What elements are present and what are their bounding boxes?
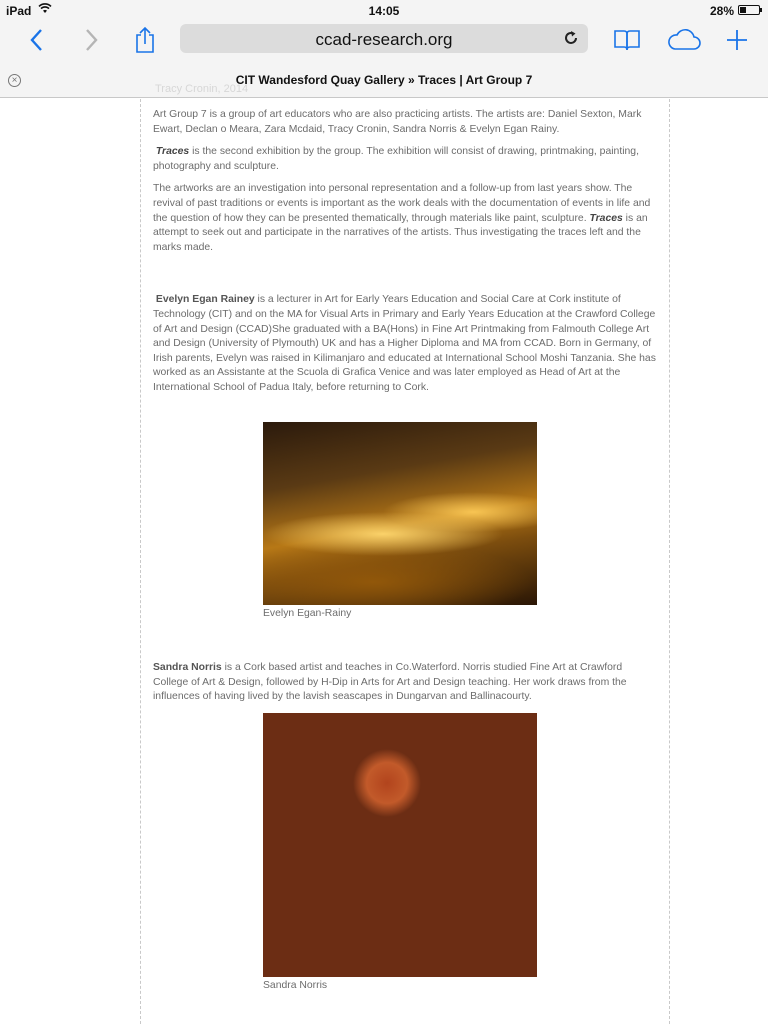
browser-toolbar	[0, 22, 768, 58]
reload-icon	[562, 29, 580, 47]
traces-text: is the second exhibition by the group. The exhibition will consist of drawing, printmaking, painting, photography and sculpture.	[153, 146, 639, 172]
close-icon[interactable]: ×	[8, 74, 21, 87]
figure-evelyn	[263, 422, 537, 622]
tab-title[interactable]: CIT Wandesford Quay Gallery » Traces | Art Group 7	[235, 73, 533, 87]
battery-icon	[738, 5, 760, 15]
battery-percent: 28%	[709, 4, 734, 18]
traces-title: Traces	[155, 146, 190, 158]
intro-paragraph: Art Group 7 is a group of art educators who are also practicing artists. The artists are: Daniel Sexton, Mark Ewart, Declan o Meara, Zara Mcdaid, Tracy Cronin, Sandra Norris & Evelyn Egan Rainy.	[153, 109, 642, 135]
evelyn-bio: is a lecturer in Art for Early Years Education and Social Care at Cork institute of Technology (CIT) and on the MA for Visual Arts in Primary and Early Years Education at the Crawford College of Art and Design (CCAD)She graduated with a BA(Hons) in Fine Art Printmaking from Falmouth College Art and Design (University of Plymouth) UK and has a Higher Diploma and MA from CCAD. Born in Germany, of Irish parents, Evelyn was raised in Kilimanjaro and educated at International School Moshi Tanzania. She has worked as an Assistante at the Scuola di Grafica Venice and was later employed as Head of Art at the International School of Padua Italy, before returning to Cork.	[153, 294, 656, 393]
reload-button[interactable]	[562, 29, 580, 47]
device-label: iPad	[6, 4, 32, 18]
icloud-tabs-button[interactable]	[664, 24, 704, 56]
evelyn-name: Evelyn Egan Rainey	[155, 294, 255, 306]
bookmarks-button[interactable]	[612, 24, 642, 56]
status-bar	[0, 0, 768, 22]
plus-icon	[726, 29, 748, 51]
figure-caption: Evelyn Egan-Rainy	[263, 607, 352, 619]
url-text: ccad-research.org	[315, 30, 453, 49]
artworks-text-1: The artworks are an investigation into personal representation and a follow-up from last years show. The revival of past traditions or events is important as the work deals with the documentation of events in life and the question of how they can be presented thematically, through materials like paint, sculpture.	[153, 183, 651, 224]
figure-caption: Sandra Norris	[263, 979, 328, 991]
traces-inline-title: Traces	[589, 212, 623, 224]
sandra-bio: is a Cork based artist and teaches in Co.Waterford. Norris studied Fine Art at Crawford College of Art & Design, followed by H-Dip in Arts for Art and Design teaching. Her work draws from the influences of having lived by the lavish seascapes in Dungarvan and Ballinacourty.	[153, 662, 627, 703]
new-tab-button[interactable]	[722, 24, 752, 56]
artwork-image-evelyn[interactable]	[263, 422, 537, 605]
web-page	[0, 83, 768, 1024]
article-body	[153, 108, 657, 993]
back-button[interactable]	[22, 24, 50, 56]
artworks-text-2: is an attempt to seek out and participate in the narratives of the artists. Thus investigating the traces left and the marks made.	[153, 212, 648, 253]
figure-sandra	[263, 713, 537, 994]
sandra-name: Sandra Norris	[153, 662, 222, 674]
book-icon	[613, 29, 641, 51]
chevron-right-icon	[85, 28, 99, 52]
cloud-icon	[666, 29, 702, 51]
evelyn-bio-paragraph	[153, 293, 657, 395]
traces-paragraph	[153, 145, 657, 174]
address-bar[interactable]	[180, 24, 588, 53]
faded-caption: Tracy Cronin, 2014	[155, 83, 249, 95]
share-button[interactable]	[130, 24, 160, 56]
forward-button[interactable]	[78, 24, 106, 56]
chevron-left-icon	[29, 28, 43, 52]
tab-bar	[0, 66, 768, 96]
artworks-paragraph	[153, 182, 657, 255]
safari-chrome	[0, 0, 768, 98]
share-icon	[134, 26, 156, 54]
status-time: 14:05	[368, 4, 400, 18]
artwork-image-sandra[interactable]	[263, 713, 537, 977]
sandra-bio-paragraph	[153, 661, 657, 705]
